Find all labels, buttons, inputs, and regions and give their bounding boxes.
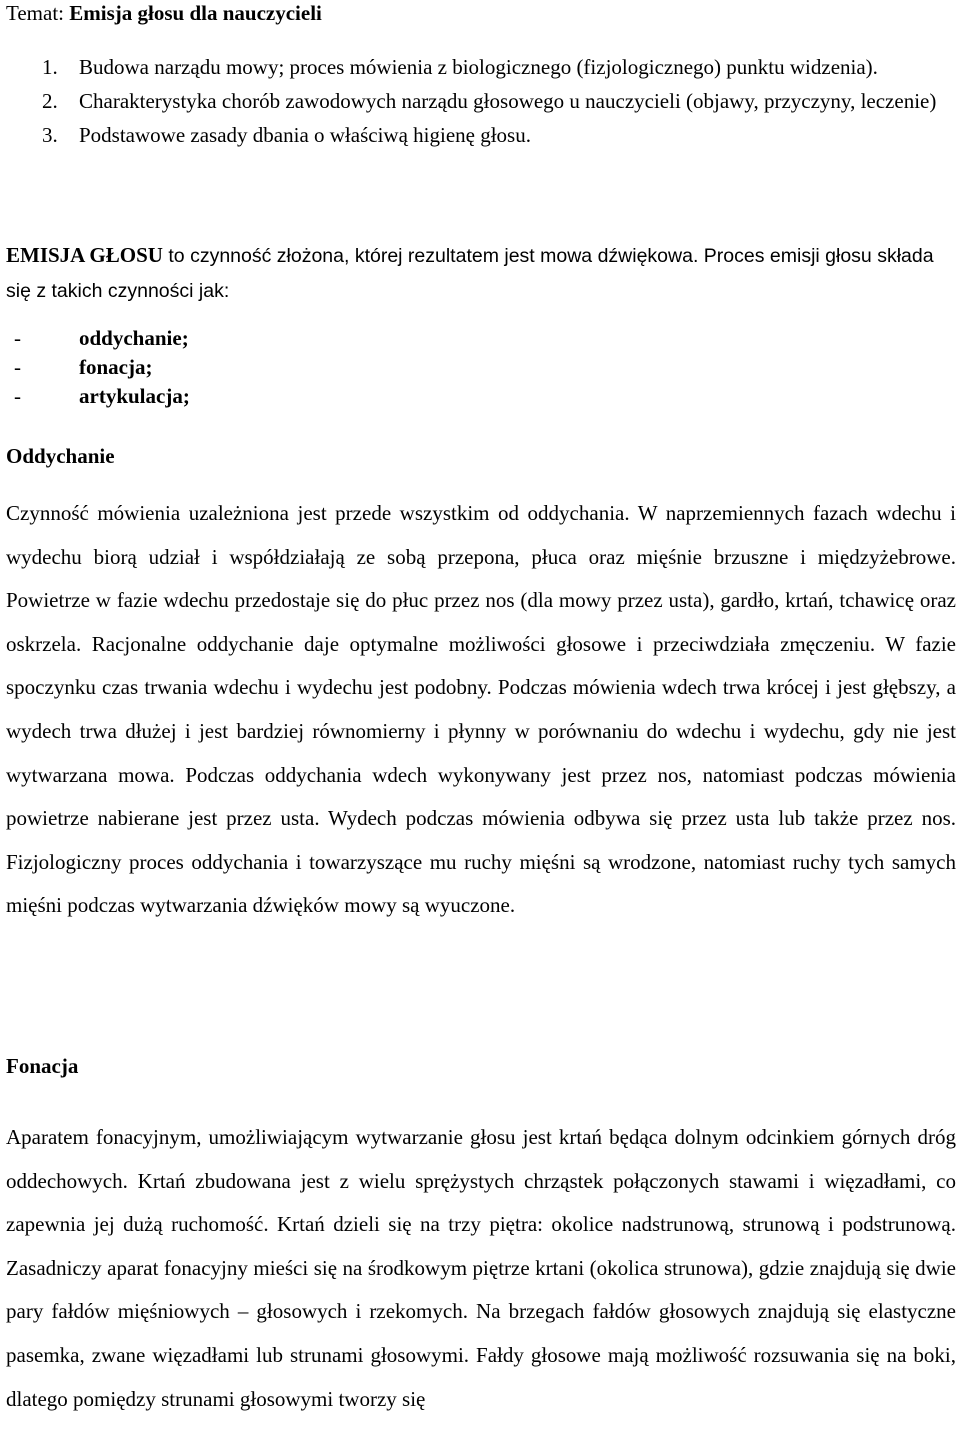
- list-dash: -: [14, 326, 21, 350]
- process-name: fonacja;: [79, 355, 153, 379]
- topic-label: Temat:: [6, 1, 65, 25]
- outline-item: [6, 50, 956, 84]
- process-item: [6, 324, 190, 353]
- process-list: [6, 324, 190, 411]
- process-item: [6, 353, 190, 382]
- section-heading-phonation: Fonacja: [6, 1054, 79, 1078]
- outline-number: 1.: [42, 55, 58, 79]
- process-name: artykulacja;: [79, 384, 190, 408]
- outline-number: 2.: [42, 89, 58, 113]
- outline-list: [6, 50, 956, 152]
- intro-continuation: Proces emisji głosu składa się z takich czynności jak:: [6, 245, 934, 302]
- section-text-phonation: Aparatem fonacyjnym, umożliwiającym wytwarzanie głosu jest krtań będąca dolnym odcinkiem górnych dróg oddechowych. Krtań zbudowana jest z wielu sprężystych chrząstek połączonych stawami i więzadłami, co zapewnia jej dużą ruchomość. Krtań dzieli się na trzy piętra: okolice nadstrunową, strunową i podstrunową. Zasadniczy aparat fonacyjny mieści się na środkowym piętrze krtani (okolica strunowa), gdzie znajdują się dwie pary fałdów mięśniowych – głosowych i rzekomych. Na brzegach fałdów głosowych znajdują się elastyczne pasemka, zwane więzadłami lub strunami głosowymi. Fałdy głosowe mają możliwość rozsuwania się na boki, dlatego pomiędzy strunami głosowymi tworzy się: [6, 1125, 956, 1411]
- list-dash: -: [14, 355, 21, 379]
- outline-text: Charakterystyka chorób zawodowych narządu głosowego u nauczycieli (objawy, przyczyny, leczenie): [79, 89, 937, 113]
- outline-item: [6, 84, 956, 118]
- intro-term: EMISJA GŁOSU: [6, 243, 163, 267]
- outline-text: Podstawowe zasady dbania o właściwą higienę głosu.: [79, 123, 531, 147]
- topic-line: [6, 0, 322, 26]
- section-heading-breathing: Oddychanie: [6, 444, 115, 468]
- section-text-breathing: Czynność mówienia uzależniona jest przede wszystkim od oddychania. W naprzemiennych fazach wdechu i wydechu biorą udział i współdziałają ze sobą przepona, płuca oraz mięśnie brzuszne i międzyżebrowe. Powietrze w fazie wdechu przedostaje się do płuc przez nos (dla mowy przez usta), gardło, krtań, tchawicę oraz oskrzela. Racjonalne oddychanie daje optymalne możliwości głosowe i przeciwdziała zmęczeniu. W fazie spoczynku czas trwania wdechu i wydechu jest podobny. Podczas mówienia wdech trwa krócej i jest głębszy, a wydech trwa dłużej i jest bardziej równomierny i płynny w porównaniu do wdechu i wydechu, gdy nie jest wytwarzana mowa. Podczas oddychania wdech wykonywany jest przez nos, natomiast podczas mówienia powietrze nabierane jest przez usta. Wydech podczas mówienia odbywa się przez usta lub także przez nos. Fizjologiczny proces oddychania i towarzyszące mu ruchy mięśni są wrodzone, natomiast ruchy tych samych mięśni podczas wytwarzania dźwięków mowy są wyuczone.: [6, 501, 956, 918]
- outline-text: Budowa narządu mowy; proces mówienia z biologicznego (fizjologicznego) punktu widzenia).: [79, 55, 878, 79]
- process-name: oddychanie;: [79, 326, 189, 350]
- outline-number: 3.: [42, 123, 58, 147]
- topic-title: Emisja głosu dla nauczycieli: [69, 1, 322, 25]
- intro-paragraph: [6, 238, 956, 308]
- list-dash: -: [14, 384, 21, 408]
- intro-definition: to czynność złożona, której rezultatem jest mowa dźwiękowa.: [162, 245, 699, 267]
- outline-item: [6, 118, 956, 152]
- process-item: [6, 382, 190, 411]
